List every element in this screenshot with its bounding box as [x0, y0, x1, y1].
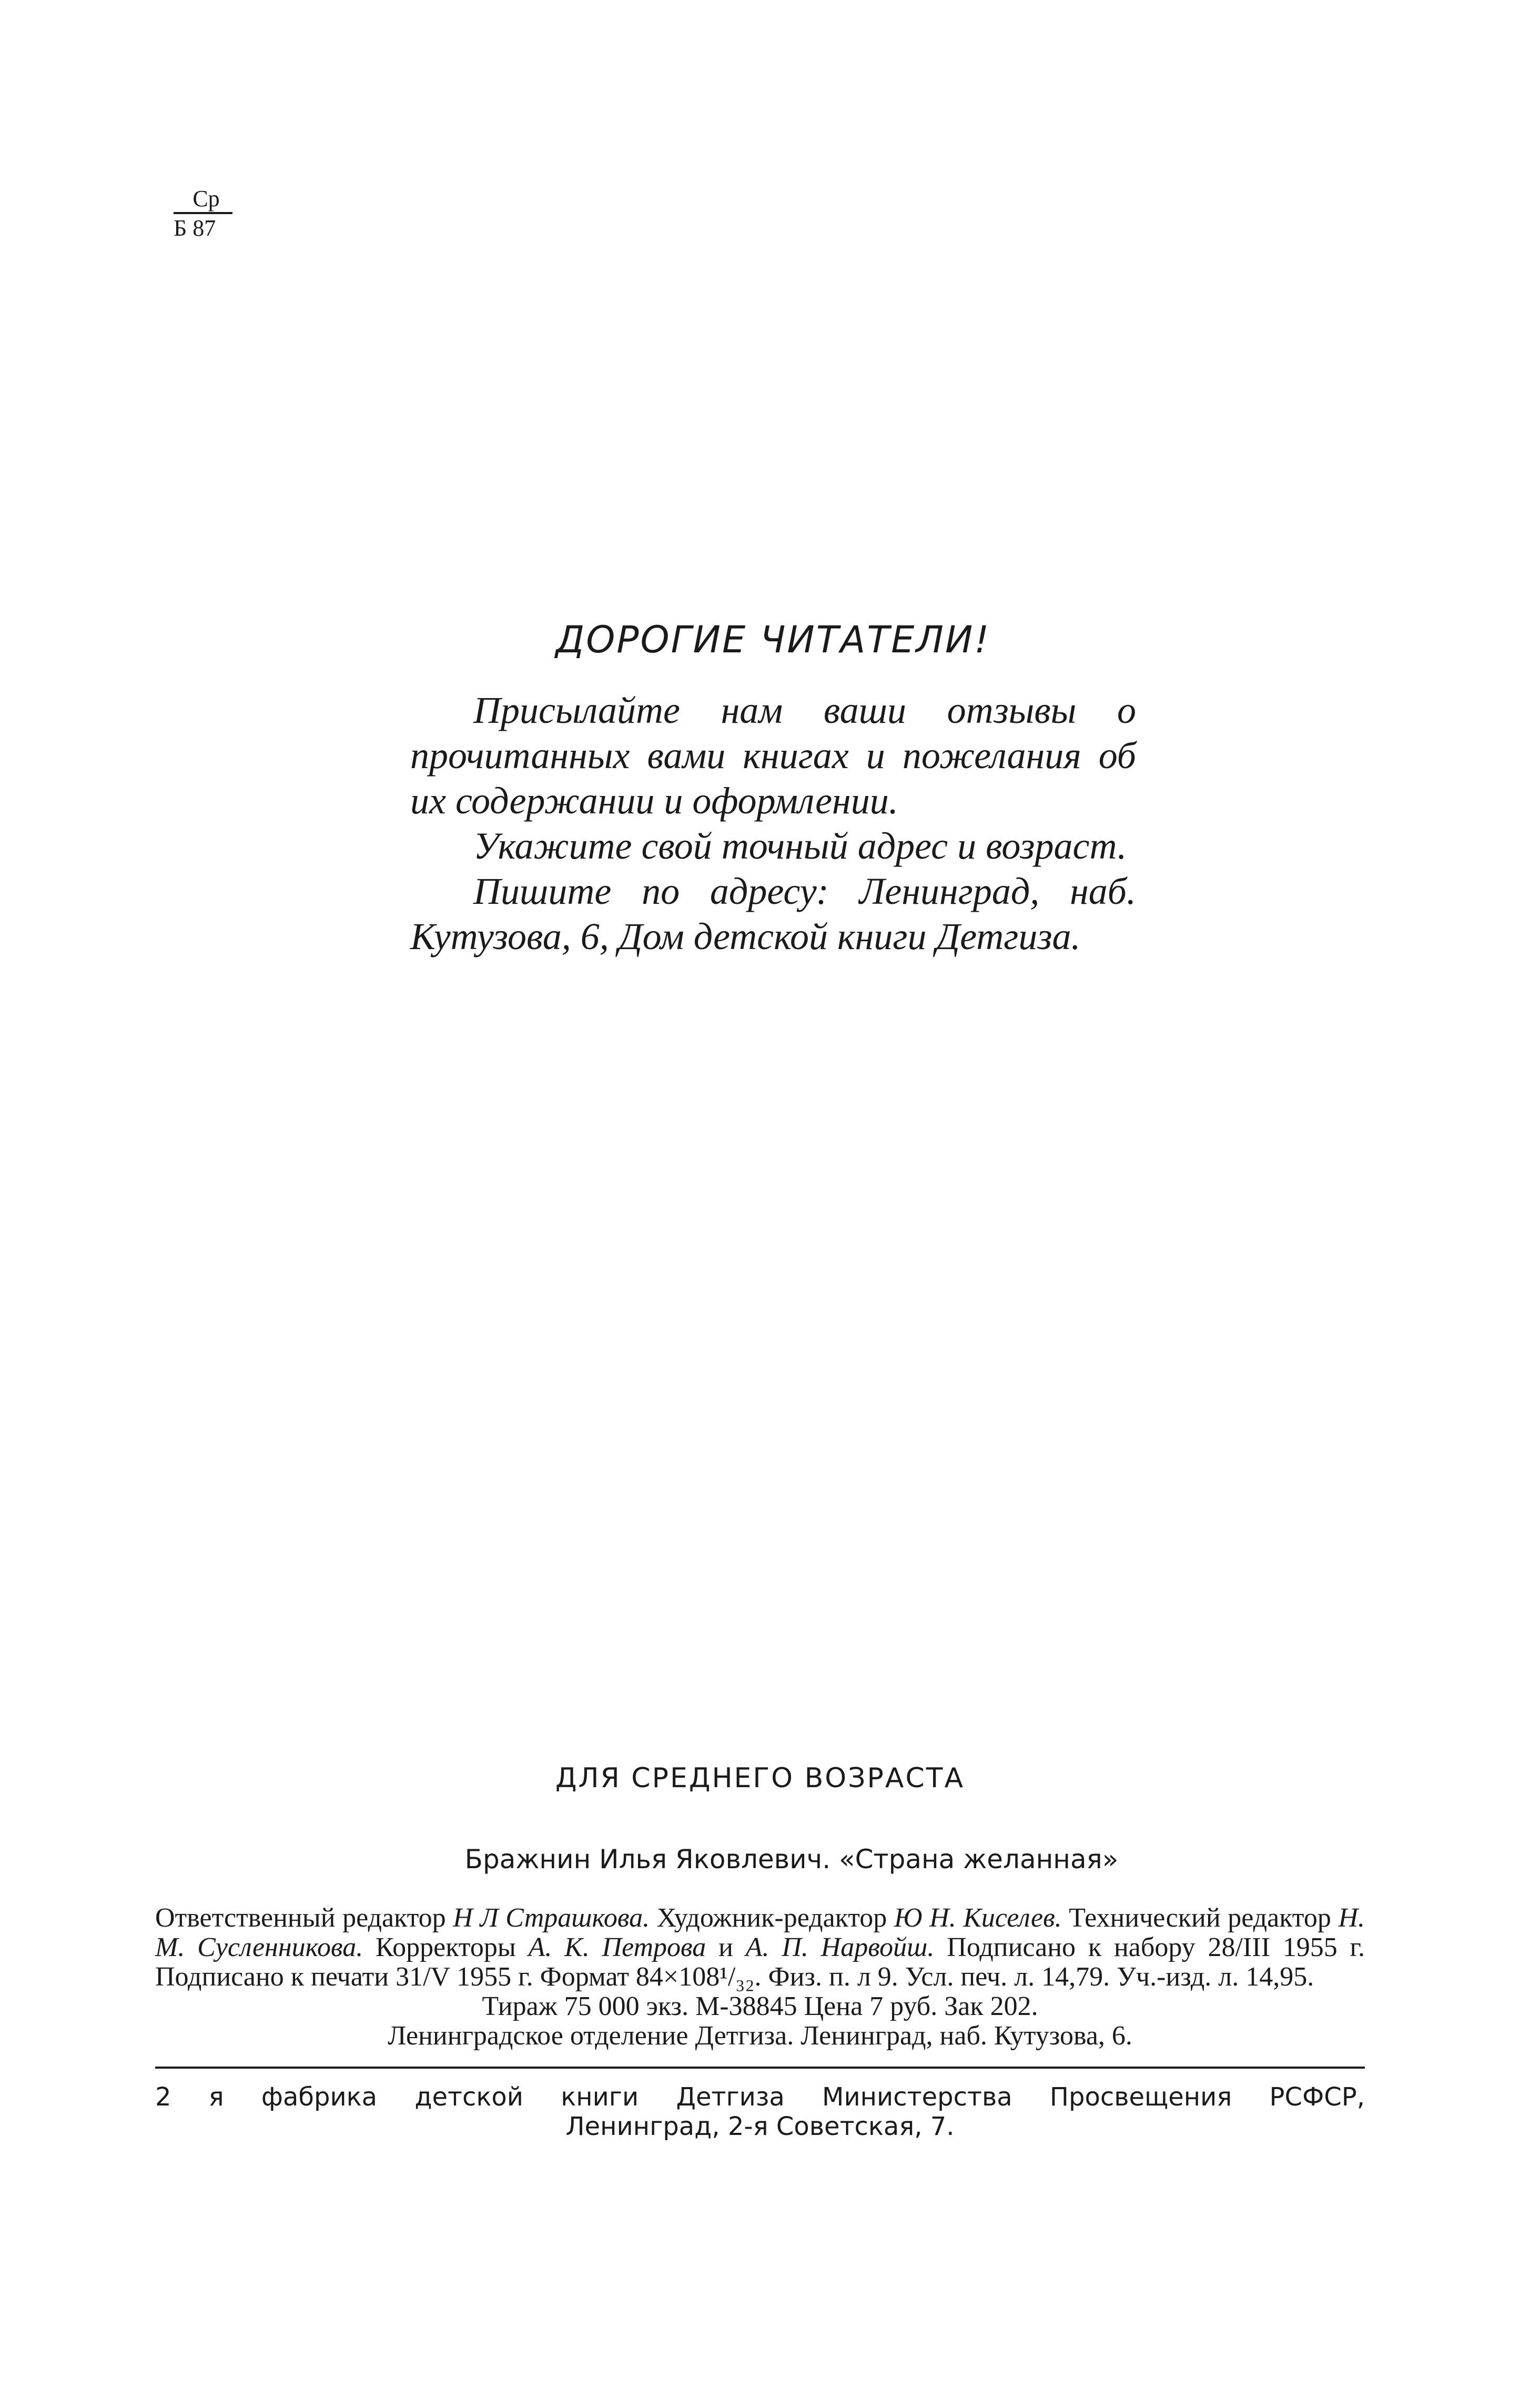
editor-name: Н Л Страшкова. — [453, 1903, 650, 1933]
notice-paragraph: Присылайте нам ваши отзывы о прочитанных вами книгах и пожелания об их содержании и оформлении. — [410, 689, 1136, 822]
series-label: ДЛЯ СРЕДНЕГО ВОЗРАСТА — [555, 1762, 965, 1794]
index-author-mark: Б 87 — [174, 215, 216, 241]
tech-editor-name: Н. М. Сусленникова. — [155, 1903, 1365, 1962]
index-class-code: Ср — [174, 187, 232, 214]
library-index — [174, 187, 247, 240]
art-editor-name: Ю Н. Киселев. — [894, 1903, 1062, 1933]
proofreader-name: А. П. Нарвойш. — [745, 1932, 935, 1962]
credit-text: Художник-редактор — [650, 1903, 894, 1933]
credit-text: Корректоры — [363, 1932, 529, 1962]
credit-text: Ответственный редактор — [155, 1903, 453, 1933]
credit-text: Технический редактор — [1061, 1903, 1339, 1933]
divider — [155, 2067, 1365, 2069]
print-run-price: Тираж 75 000 экз. М-38845 Цена 7 руб. Зак 202. — [482, 1991, 1038, 2021]
publication-credits — [155, 1903, 1365, 2051]
credit-text: и — [706, 1932, 746, 1962]
proofreader-name: А. К. Петрова — [528, 1932, 706, 1962]
readers-notice — [410, 618, 1136, 959]
printer-address: Ленинград, 2-я Советская, 7. — [565, 2112, 955, 2141]
publisher-branch: Ленинградское отделение Детгиза. Ленинград, наб. Кутузова, 6. — [388, 2021, 1132, 2051]
book-author-title: Бражнин Илья Яковлевич. «Страна желанная» — [464, 1844, 1119, 1875]
notice-title: ДОРОГИЕ ЧИТАТЕЛИ! — [555, 618, 991, 661]
colophon — [155, 1762, 1365, 2141]
printer-line: 2 я фабрика детской книги Детгиза Министерства Просвещения РСФСР, — [155, 2082, 1365, 2112]
print-details: Подписано к набору 28/III 1955 г. Подписано к печати 31/V 1955 г. Формат 84×108¹/₃₂. Физ. п. л 9. Усл. печ. л. 14,79. Уч.-изд. л. 14,95. — [155, 1932, 1365, 1992]
notice-paragraph: Пишите по адресу: Ленинград, наб. Кутузова, 6, Дом детской книги Детгиза. — [410, 870, 1136, 958]
notice-paragraph: Укажите свой точный адрес и возраст. — [473, 825, 1127, 867]
